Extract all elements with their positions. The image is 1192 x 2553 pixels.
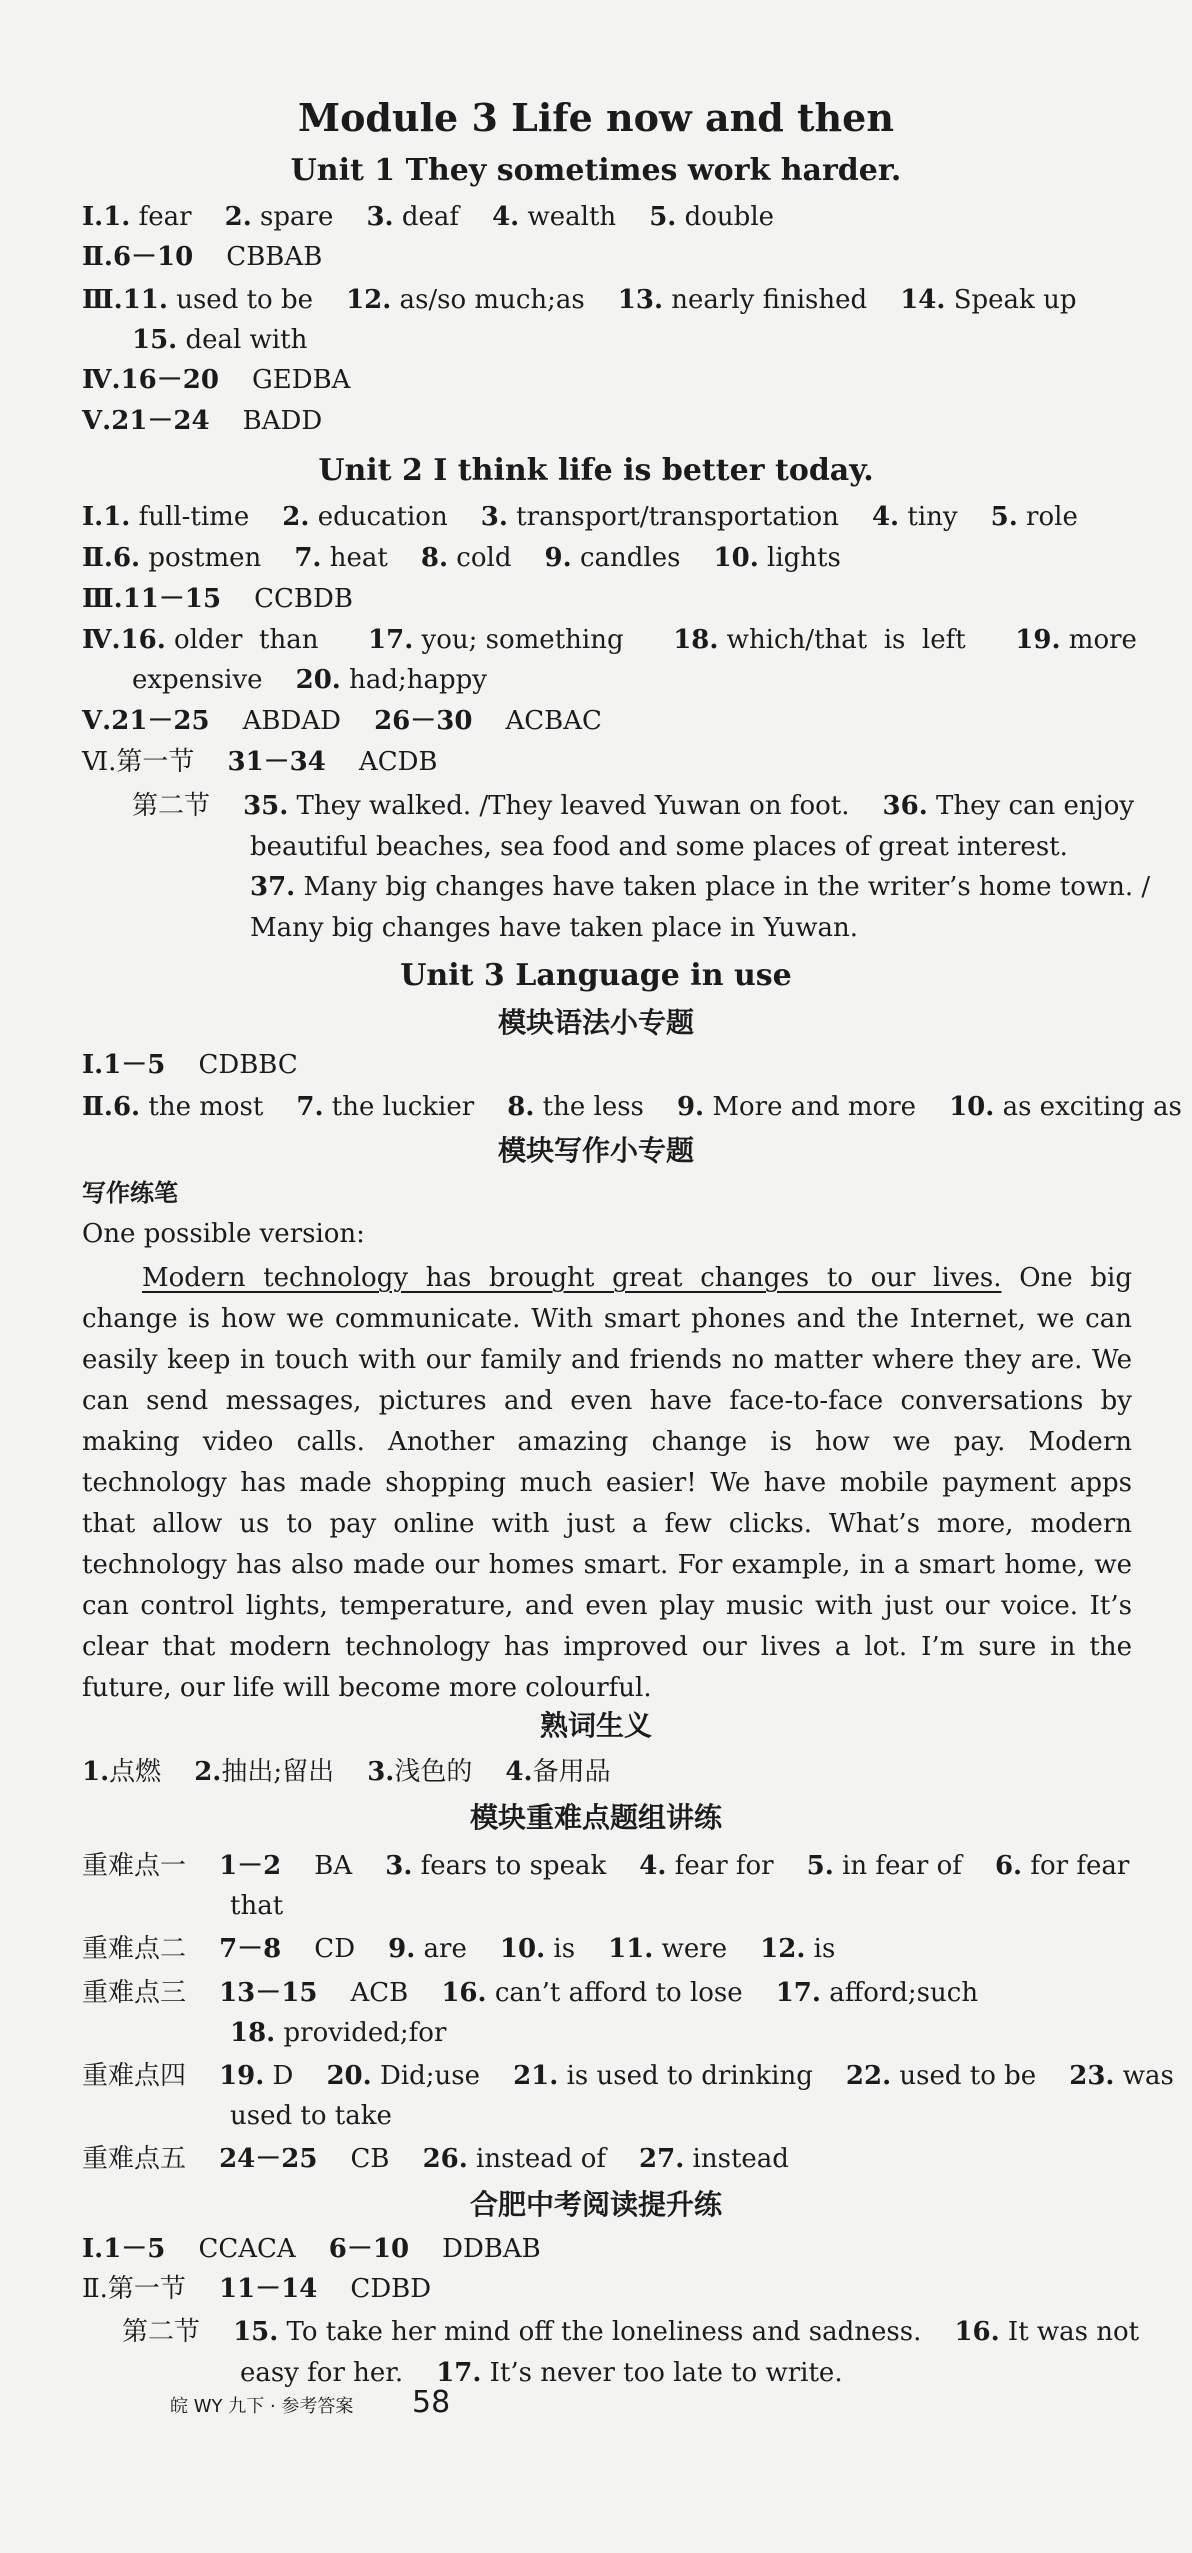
unit3-title: Unit 3 Language in use: [400, 958, 792, 993]
answer-line: [82, 2232, 1132, 2266]
answer-text: the most: [140, 1092, 297, 1122]
item-number: 11－14: [219, 2274, 318, 2304]
answer-text: tiny: [899, 502, 991, 532]
item-number: 10.: [499, 1934, 546, 1964]
answer-text: deal with: [177, 325, 308, 355]
answer-line: [82, 2272, 1132, 2306]
answer-text: the luckier: [323, 1092, 508, 1122]
writing-label: 写作练笔: [82, 1179, 178, 1207]
item-number: Ⅴ.21－24: [82, 406, 210, 436]
answer-text: Speak up: [945, 285, 1077, 315]
answer-text: Did;use: [371, 2061, 514, 2091]
answer-text: It was not: [999, 2317, 1140, 2347]
answer-text: GEDBA: [218, 365, 351, 395]
answer-text: cold: [448, 543, 545, 573]
item-number: 21.: [513, 2061, 559, 2091]
answer-text: as exciting as: [994, 1092, 1182, 1122]
item-number: 13－15: [219, 1978, 318, 2008]
answer-line: [82, 363, 1132, 397]
item-number: 13.: [617, 285, 664, 315]
answer-text: deaf: [393, 202, 493, 232]
answer-text: older than: [165, 625, 369, 655]
answer-text: afford;such: [820, 1978, 979, 2008]
answer-text: CCACA: [165, 2234, 329, 2264]
answer-text: ACB: [317, 1978, 442, 2008]
answer-text: ACDB: [325, 747, 438, 777]
item-number: 4.: [492, 202, 520, 232]
item-number: Ⅴ.21－25: [82, 706, 210, 736]
answer-text: fears to speak: [412, 1851, 640, 1881]
answer-line: [82, 2059, 1174, 2093]
item-number: 7.: [296, 1092, 324, 1122]
module-title: Module 3 Life now and then: [298, 95, 894, 140]
answer-text: They walked. /They leaved Yuwan on foot.: [288, 791, 883, 821]
answer-line: [82, 1976, 1132, 2010]
answer-line: [250, 870, 1151, 904]
item-number: 36.: [882, 791, 928, 821]
answer-text: is: [545, 1934, 609, 1964]
answer-text: CCBDB: [221, 584, 353, 614]
item-number: Ⅲ.11.: [82, 285, 168, 315]
answer-text: 重难点五: [82, 2144, 220, 2174]
answer-text: are: [415, 1934, 500, 1964]
item-number: 12.: [760, 1934, 806, 1964]
item-number: 35.: [243, 791, 289, 821]
item-number: 23.: [1069, 2061, 1115, 2091]
answer-line: [82, 1090, 1182, 1124]
item-number: 20.: [326, 2061, 372, 2091]
answer-text: were: [653, 1934, 761, 1964]
item-number: Ⅳ.16.: [82, 625, 166, 655]
answer-text: provided;for: [275, 2018, 447, 2048]
answer-line: [82, 541, 1132, 575]
answer-line: [82, 404, 1132, 438]
answer-text: ACBAC: [472, 706, 602, 736]
item-number: Ⅳ.16－20: [82, 365, 219, 395]
item-number: 2.: [224, 202, 252, 232]
unit1-title: Unit 1 They sometimes work harder.: [290, 153, 902, 188]
answer-text: BADD: [209, 406, 323, 436]
item-number: 6－10: [328, 2234, 410, 2264]
item-number: 12.: [346, 285, 392, 315]
answer-text: 备用品: [532, 1757, 611, 1787]
item-number: 2.: [282, 502, 310, 532]
item-number: 4.: [871, 502, 900, 532]
answer-line: [82, 500, 1132, 534]
item-number: Ⅱ.6.: [82, 1092, 141, 1122]
answer-text: had;happy: [340, 665, 487, 695]
answer-text: expensive: [132, 665, 296, 695]
item-number: 26.: [422, 2144, 468, 2174]
answer-text: CDBD: [317, 2274, 432, 2304]
item-number: 18.: [230, 2018, 276, 2048]
item-number: 15.: [132, 325, 178, 355]
answer-text: used to take: [230, 2101, 392, 2131]
item-number: 7－8: [219, 1934, 282, 1964]
item-number: 2.: [194, 1757, 222, 1787]
answer-line: [122, 2315, 1140, 2349]
answer-text: 重难点三: [82, 1978, 220, 2008]
page-number: 58: [412, 2385, 451, 2420]
item-number: Ⅰ.1－5: [82, 1050, 166, 1080]
essay-topic-sentence: Modern technology has brought great changes to our lives.: [142, 1263, 1002, 1293]
item-number: 18.: [673, 625, 719, 655]
item-number: 11.: [608, 1934, 654, 1964]
item-number: Ⅱ.6－10: [82, 242, 194, 272]
item-number: 1.: [103, 202, 131, 232]
answer-text: nearly finished: [663, 285, 901, 315]
answer-text: role: [1017, 502, 1078, 532]
reading-title: 合肥中考阅读提升练: [469, 2188, 722, 2221]
answer-text: Ⅵ.第一节: [82, 747, 228, 777]
item-number: 26－30: [374, 706, 473, 736]
item-number: 5.: [649, 202, 677, 232]
answer-text: 第二节: [122, 2317, 234, 2347]
answer-text: that: [230, 1891, 284, 1921]
answer-text: education: [309, 502, 481, 532]
writing-title: 模块写作小专题: [497, 1134, 694, 1167]
answer-text: beautiful beaches, sea food and some places of great interest.: [250, 832, 1068, 862]
answer-line: [82, 1048, 1132, 1082]
item-number: 24－25: [219, 2144, 318, 2174]
answer-text: heat: [321, 543, 421, 573]
vocab-title: 熟词生义: [539, 1709, 652, 1742]
answer-text: which/that is left: [718, 625, 1016, 655]
answer-line: [132, 663, 1132, 697]
item-number: 31－34: [227, 747, 326, 777]
item-number: 14.: [900, 285, 946, 315]
answer-text: Ⅱ.第一节: [82, 2274, 219, 2304]
answer-text: transport/transportation: [507, 502, 872, 532]
answer-text: double: [676, 202, 775, 232]
item-number: 3.: [366, 202, 394, 232]
item-number: 4.: [505, 1757, 533, 1787]
answer-text: is: [805, 1934, 836, 1964]
item-number: 37.: [250, 872, 296, 902]
item-number: 22.: [845, 2061, 892, 2091]
item-number: 5.: [990, 502, 1018, 532]
unit2-title: Unit 2 I think life is better today.: [318, 453, 874, 488]
answer-text: 第二节: [132, 791, 244, 821]
item-number: 9.: [544, 543, 572, 573]
item-number: 8.: [420, 543, 449, 573]
sample-essay: [82, 1258, 1132, 1709]
answer-text: They can enjoy: [927, 791, 1135, 821]
answer-line: [230, 1889, 1132, 1923]
answer-text: DDBAB: [409, 2234, 541, 2264]
answer-text: was: [1114, 2061, 1174, 2091]
item-number: 10.: [713, 543, 759, 573]
answer-text: postmen: [140, 543, 295, 573]
answer-line: [132, 323, 1132, 357]
item-number: 17.: [436, 2358, 482, 2388]
answer-text: instead of: [467, 2144, 640, 2174]
item-number: Ⅰ.: [82, 202, 104, 232]
answer-text: CDBBC: [165, 1050, 298, 1080]
answer-line: [132, 789, 1135, 823]
item-number: 15.: [233, 2317, 279, 2347]
answer-line: [82, 2142, 1132, 2176]
answer-text: fear: [130, 202, 225, 232]
answer-text: It’s never too late to write.: [481, 2358, 843, 2388]
answer-text: Many big changes have taken place in the writer’s home town. /: [295, 872, 1151, 902]
answer-text: candles: [571, 543, 714, 573]
key-points-title: 模块重难点题组讲练: [469, 1801, 722, 1834]
answer-text: more: [1060, 625, 1137, 655]
item-number: 16.: [954, 2317, 1000, 2347]
answer-line: [82, 200, 1132, 234]
answer-text: 重难点四: [82, 2061, 220, 2091]
answer-line: [250, 911, 1132, 945]
answer-line: [82, 1849, 1132, 1883]
answer-text: 重难点二: [82, 1934, 220, 1964]
answer-line: [82, 745, 1132, 779]
answer-text: for fear: [1022, 1851, 1130, 1881]
answer-text: in fear of: [833, 1851, 995, 1881]
answer-line: [82, 1932, 1132, 1966]
answer-line: [82, 704, 1132, 738]
item-number: Ⅱ.6.: [82, 543, 141, 573]
answer-text: fear for: [666, 1851, 807, 1881]
answer-text: used to be: [167, 285, 347, 315]
answer-text: BA: [281, 1851, 386, 1881]
writing-intro: One possible version:: [82, 1219, 365, 1249]
item-number: Ⅰ.1.: [82, 502, 131, 532]
answer-text: To take her mind off the loneliness and sadness.: [278, 2317, 955, 2347]
answer-line: [82, 623, 1137, 657]
answer-text: full-time: [130, 502, 283, 532]
answer-text: lights: [758, 543, 841, 573]
answer-text: 抽出;留出: [221, 1757, 368, 1787]
item-number: 9.: [676, 1092, 705, 1122]
answer-line: [82, 582, 1132, 616]
answer-text: D: [264, 2061, 327, 2091]
answer-text: as/so much;as: [391, 285, 618, 315]
item-number: 7.: [294, 543, 322, 573]
item-number: 4.: [639, 1851, 667, 1881]
answer-line: [82, 240, 1132, 274]
answer-text: you; something: [413, 625, 674, 655]
essay-body: One big change is how we communicate. With smart phones and the Internet, we can easily keep in touch with our family and friends no matter where they are. We can send messages, pictures and even have face-to-face conversations by making video calls. Another amazing change is how we pay. Modern technology has made shopping much easier! We have mobile payment apps that allow us to pay online with just a few clicks. What’s more, modern technology has also made our homes smart. For example, in a smart home, we can control lights, temperature, and even play music with just our voice. It’s clear that modern technology has improved our lives a lot. I’m sure in the future, our life will become more colourful.: [82, 1263, 1132, 1703]
answer-line: [230, 2099, 1132, 2133]
item-number: 8.: [507, 1092, 535, 1122]
footer-label: 皖 WY 九下 · 参考答案: [170, 2396, 354, 2417]
answer-text: instead: [684, 2144, 789, 2174]
answer-line: [240, 2356, 1132, 2390]
item-number: 3.: [385, 1851, 413, 1881]
answer-line: [82, 283, 1132, 317]
item-number: 27.: [639, 2144, 685, 2174]
answer-text: ABDAD: [209, 706, 375, 736]
item-number: 3.: [480, 502, 508, 532]
answer-line: [250, 830, 1132, 864]
item-number: 1－2: [219, 1851, 282, 1881]
item-number: 9.: [388, 1934, 416, 1964]
answer-text: 重难点一: [82, 1851, 220, 1881]
answer-text: is used to drinking: [558, 2061, 846, 2091]
item-number: 3.: [367, 1757, 395, 1787]
answer-text: 点燃: [109, 1757, 195, 1787]
answer-line: [230, 2016, 1132, 2050]
answer-text: spare: [251, 202, 367, 232]
answer-text: can’t afford to lose: [486, 1978, 776, 2008]
item-number: 17.: [368, 625, 414, 655]
item-number: 19.: [1015, 625, 1061, 655]
answer-text: used to be: [891, 2061, 1070, 2091]
answer-text: CB: [317, 2144, 423, 2174]
answer-text: CD: [281, 1934, 389, 1964]
item-number: 6.: [994, 1851, 1023, 1881]
answer-text: easy for her.: [240, 2358, 437, 2388]
answer-line: [82, 1755, 1132, 1789]
answer-text: Many big changes have taken place in Yuwan.: [250, 913, 858, 943]
answer-text: CBBAB: [193, 242, 323, 272]
item-number: 19.: [219, 2061, 265, 2091]
item-number: 1.: [82, 1757, 110, 1787]
item-number: 17.: [775, 1978, 821, 2008]
item-number: 16.: [441, 1978, 487, 2008]
item-number: 5.: [806, 1851, 834, 1881]
item-number: 20.: [295, 665, 341, 695]
item-number: Ⅰ.1－5: [82, 2234, 166, 2264]
item-number: 10.: [949, 1092, 995, 1122]
answer-text: More and more: [704, 1092, 950, 1122]
answer-text: 浅色的: [394, 1757, 506, 1787]
item-number: Ⅲ.11－15: [82, 584, 222, 614]
grammar-title: 模块语法小专题: [497, 1006, 694, 1039]
answer-text: the less: [534, 1092, 677, 1122]
answer-text: wealth: [519, 202, 650, 232]
